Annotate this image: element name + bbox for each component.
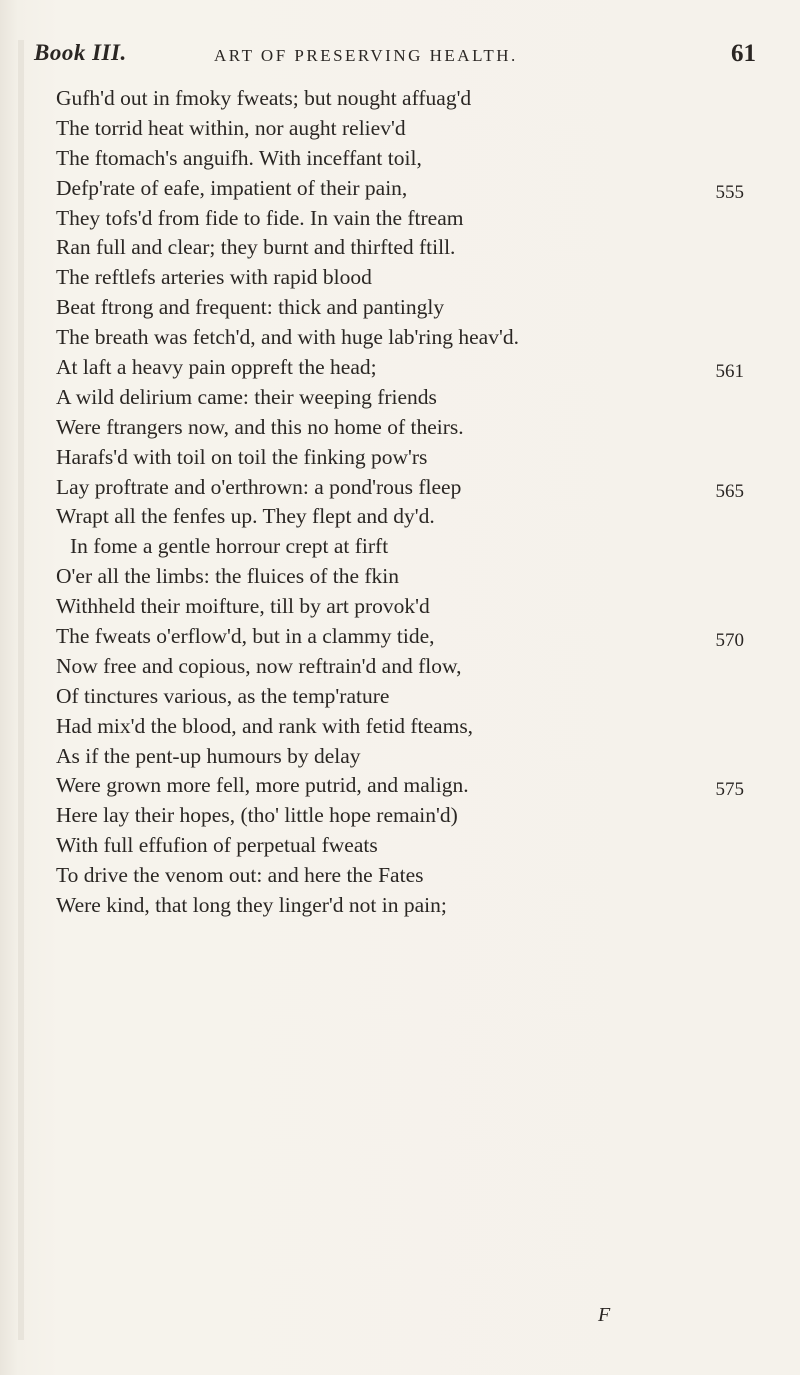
verse-line [56,413,756,443]
verse-line-text: The ftomach's anguifh. With inceffant toil, [56,145,422,170]
verse-line-text: The reftlefs arteries with rapid blood [56,265,372,290]
verse-line [56,562,756,592]
verse-line-text: Gufh'd out in fmoky fweats; but nought affuag'd [56,86,472,110]
verse-line [56,144,756,174]
verse-line-text: The torrid heat within, nor aught reliev'd [56,115,406,140]
verse-line-text: Harafs'd with toil on toil the finking pow'rs [56,444,428,469]
line-number: 570 [715,630,744,652]
verse-line [56,323,756,353]
verse-line-text: Withheld their moifture, till by art provok'd [56,594,430,619]
verse-line [56,233,756,263]
verse-line-text: Had mix'd the blood, and rank with fetid fteams, [56,713,474,738]
verse-line [56,742,756,772]
verse-line [56,831,756,861]
verse-line-text: A wild delirium came: their weeping friends [56,384,437,409]
verse-line-text: As if the pent-up humours by delay [56,743,361,768]
running-title: ART OF PRESERVING HEALTH. [214,46,518,65]
verse-line-text: Defp'rate of eafe, impatient of their pain, [56,175,408,200]
verse-line-text: The breath was fetch'd, and with huge lab'ring heav'd. [56,325,519,350]
line-number: 561 [715,361,744,383]
verse-line-text: Here lay their hopes, (tho' little hope remain'd) [56,803,458,828]
verse-line-text: Now free and copious, now reftrain'd and flow, [56,653,462,678]
book-label: Book III. [34,40,127,65]
verse-line-text: Lay proftrate and o'erthrown: a pond'rous fleep [56,474,462,499]
verse-line-text: O'er all the limbs: the fluices of the fkin [56,564,400,589]
verse-line-text: Beat ftrong and frequent: thick and pantingly [56,295,445,320]
verse-line [56,174,756,204]
verse-line-text: With full effufion of perpetual fweats [56,833,378,858]
line-number: 565 [715,480,744,502]
verse-line-text: In fome a gentle horrour crept at firft [70,534,389,559]
binding-shadow [18,40,24,1340]
verse-line-text: To drive the venom out: and here the Fates [56,863,424,888]
verse-line [56,801,756,831]
verse-line [56,293,756,323]
verse-line-text: Wrapt all the fenfes up. They flept and dy'd. [56,504,435,529]
verse-line-text: Were grown more fell, more putrid, and malign. [56,773,469,798]
verse-line [56,204,756,234]
line-number: 555 [715,181,744,203]
verse-line [56,502,756,532]
verse-line [56,652,756,682]
verse-line-text: They tofs'd from fide to fide. In vain the ftream [56,205,464,230]
signature-mark: F [598,1304,611,1326]
verse-line-text: Of tinctures various, as the temp'rature [56,683,390,708]
page-number: 61 [731,40,756,67]
verse-line [56,84,756,114]
verse-line-text: Were ftrangers now, and this no home of theirs. [56,414,464,439]
verse-block [56,84,756,921]
verse-line [56,682,756,712]
verse-line [56,443,756,473]
verse-line [56,263,756,293]
verse-line [56,861,756,891]
verse-line [56,771,756,801]
verse-line [56,712,756,742]
verse-line [56,592,756,622]
line-number: 575 [715,779,744,801]
verse-line [56,622,756,652]
verse-line [56,891,756,921]
verse-line-text: At laft a heavy pain oppreft the head; [56,355,377,380]
verse-line-text: Were kind, that long they linger'd not in pain; [56,893,447,918]
verse-line [56,383,756,413]
verse-line-text: Ran full and clear; they burnt and thirfted ftill. [56,235,456,260]
verse-line [56,532,756,562]
verse-line [56,473,756,503]
verse-line-text: The fweats o'erflow'd, but in a clammy tide, [56,624,435,649]
verse-line [56,114,756,144]
page-header [34,38,764,78]
verse-line [56,353,756,383]
